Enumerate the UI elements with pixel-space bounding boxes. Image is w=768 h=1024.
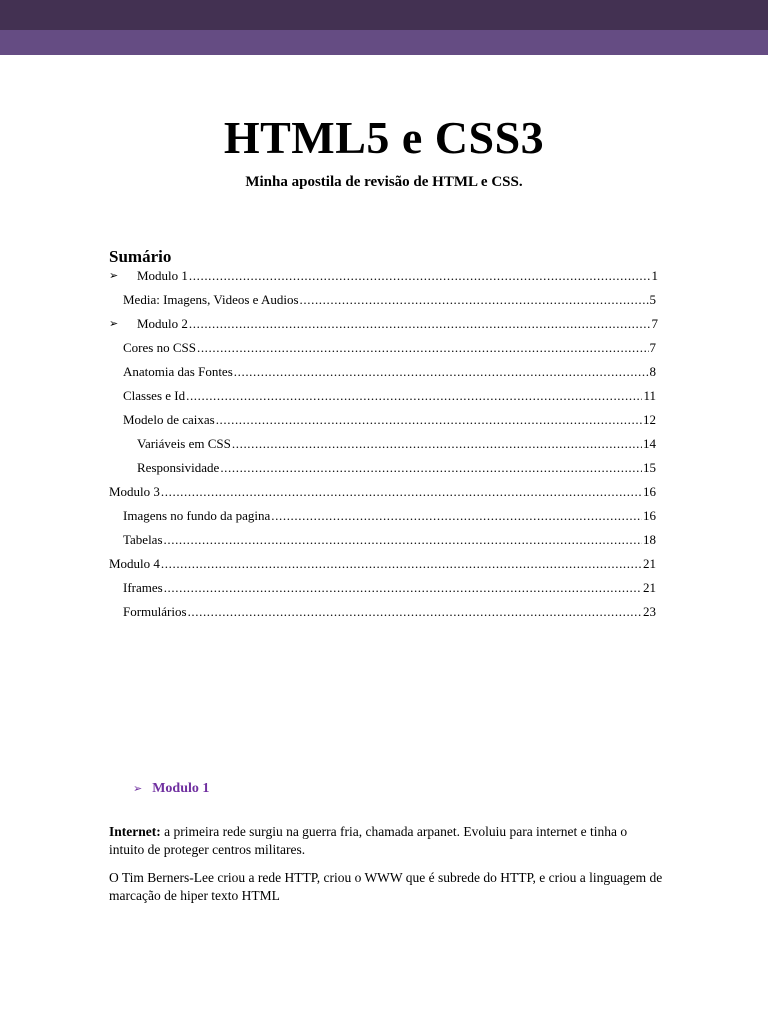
toc-entry[interactable] [109,268,658,292]
header-band-light [0,30,768,55]
paragraph-http: O Tim Berners-Lee criou a rede HTTP, criou o WWW que é subrede do HTTP, e criou a linguagem de marcação de hiper texto HTML [109,870,663,903]
toc-entry-page-number: 12 [643,412,656,427]
toc-entry-label: Modulo 3 [109,484,160,499]
toc-entry[interactable] [109,412,658,436]
toc-entry[interactable] [109,292,658,316]
toc-entry[interactable] [109,364,658,388]
arrowhead-bullet-icon: ➢ [109,317,119,330]
toc-leader-dots [220,460,642,476]
document-title: HTML5 e CSS3 [223,112,545,163]
toc-entry-page-number: 7 [651,316,658,331]
toc-leader-dots [164,580,642,596]
toc-leader-dots [164,532,642,548]
arrowhead-bullet-icon: ➢ [109,269,119,282]
toc-entry[interactable] [109,532,658,556]
toc-leader-dots [300,292,649,308]
toc-entry-label: Cores no CSS [123,340,196,355]
toc-leader-dots [216,412,642,428]
toc-entry-label: Tabelas [123,532,163,547]
toc-leader-dots [189,268,651,284]
toc-entry-page-number: 8 [649,364,656,379]
toc-entry-page-number: 7 [649,340,656,355]
toc-entry-label: Formulários [123,604,187,619]
toc-entry-page-number: 14 [643,436,656,451]
toc-entry-label: Classes e Id [123,388,186,403]
paragraph-text: a primeira rede surgiu na guerra fria, chamada arpanet. Evoluiu para internet e tinha o intuito de proteger centros militares. [109,824,628,857]
paragraph-term: Internet: [109,824,161,839]
toc-entry-label: Anatomia das Fontes [123,364,233,379]
section-heading-label: Modulo 1 [152,781,210,796]
section-heading [133,780,209,798]
toc-leader-dots [188,604,642,620]
toc-entry-page-number: 1 [651,268,658,283]
toc-entry[interactable] [109,556,658,580]
table-of-contents [109,268,658,628]
toc-entry-page-number: 11 [643,388,656,403]
toc-leader-dots [161,484,642,500]
toc-entry-page-number: 5 [649,292,656,307]
toc-leader-dots [271,508,642,524]
toc-entry-label: Modelo de caixas [123,412,215,427]
toc-leader-dots [234,364,649,380]
toc-entry-page-number: 21 [643,580,656,595]
toc-entry[interactable] [109,340,658,364]
toc-entry[interactable] [109,484,658,508]
toc-entry-label: Modulo 1 [137,268,188,283]
toc-entry[interactable] [109,580,658,604]
header-band-dark [0,0,768,30]
toc-entry-label: Iframes [123,580,163,595]
toc-entry-page-number: 16 [643,508,656,523]
toc-entry[interactable] [109,508,658,532]
toc-entry[interactable] [109,388,658,412]
toc-leader-dots [186,388,642,404]
toc-entry[interactable] [109,604,658,628]
toc-leader-dots [161,556,642,572]
toc-leader-dots [232,436,642,452]
toc-leader-dots [189,316,651,332]
paragraph-internet [109,823,665,859]
toc-entry[interactable] [109,316,658,340]
toc-entry-label: Media: Imagens, Videos e Audios [123,292,299,307]
toc-entry-label: Imagens no fundo da pagina [123,508,271,523]
toc-heading: Sumário [109,247,172,266]
toc-entry-label: Modulo 2 [137,316,188,331]
toc-entry-page-number: 23 [643,604,656,619]
document-subtitle: Minha apostila de revisão de HTML e CSS. [245,174,523,190]
toc-entry-label: Variáveis em CSS [137,436,231,451]
arrowhead-bullet-icon: ➢ [133,782,143,795]
toc-entry-page-number: 21 [643,556,656,571]
toc-entry[interactable] [109,436,658,460]
toc-entry-label: Responsividade [137,460,220,475]
toc-entry-label: Modulo 4 [109,556,160,571]
toc-leader-dots [197,340,649,356]
toc-entry-page-number: 16 [643,484,656,499]
toc-entry-page-number: 18 [643,532,656,547]
toc-entry[interactable] [109,460,658,484]
toc-entry-page-number: 15 [643,460,656,475]
